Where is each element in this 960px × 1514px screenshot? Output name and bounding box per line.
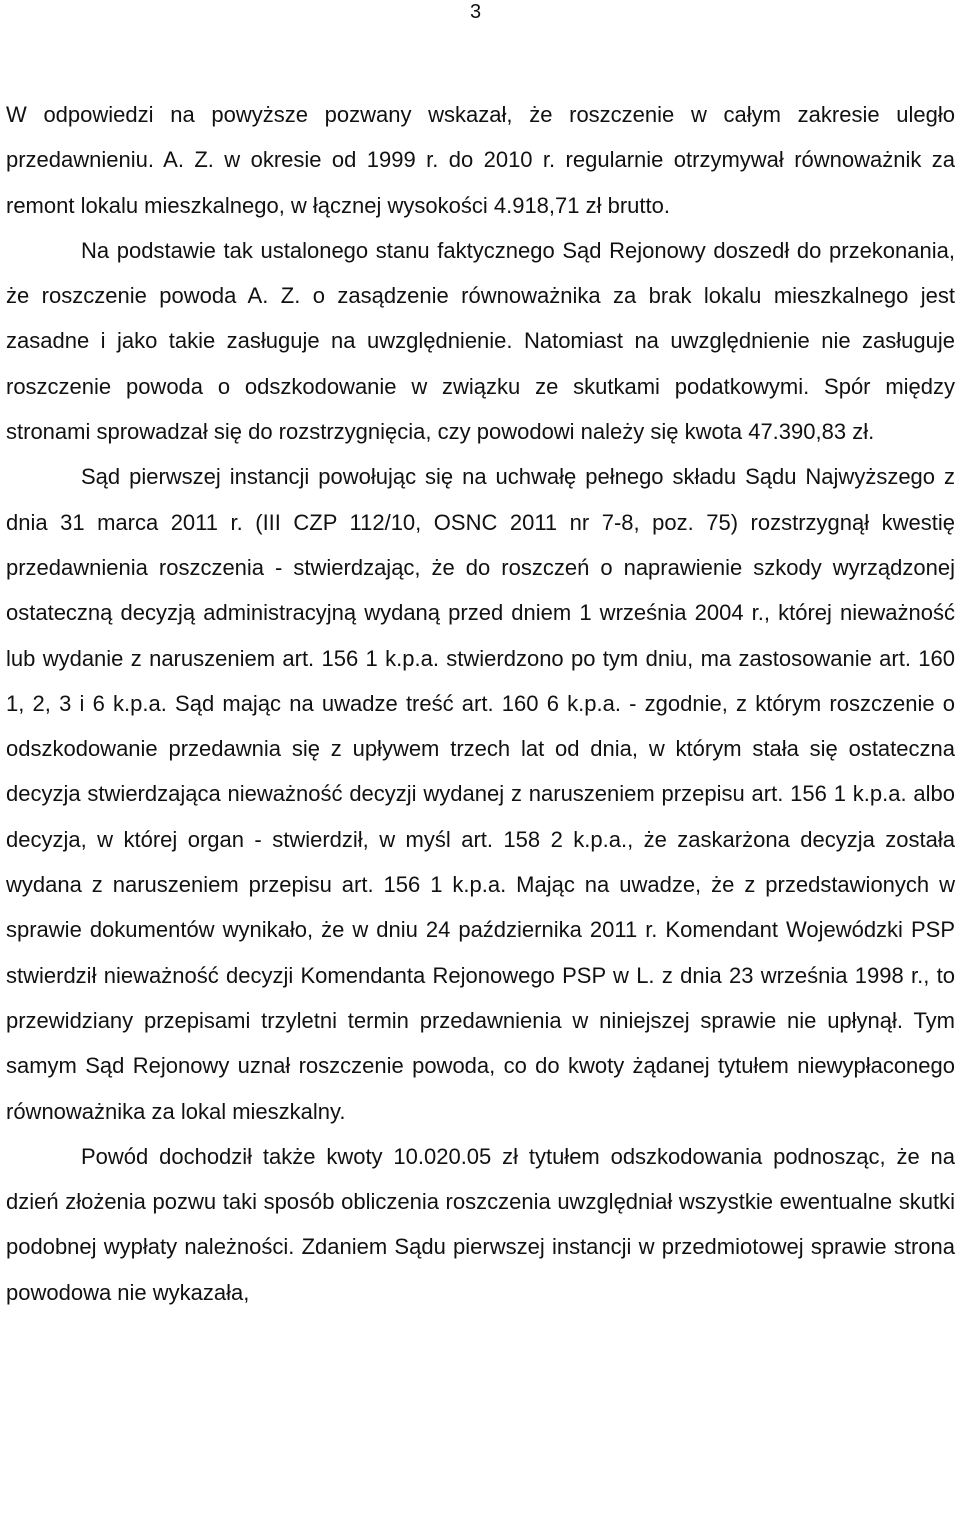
- paragraph-2: Na podstawie tak ustalonego stanu faktycznego Sąd Rejonowy doszedł do przekonania, że roszczenie powoda A. Z. o zasądzenie równoważnika za brak lokalu mieszkalnego jest zasadne i jako takie zasługuje na uwzględnienie. Natomiast na uwzględnienie nie zasługuje roszczenie powoda o odszkodowanie w związku ze skutkami podatkowymi. Spór między stronami sprowadzał się do rozstrzygnięcia, czy powodowi należy się kwota 47.390,83 zł.: [6, 237, 955, 445]
- paragraph-1: W odpowiedzi na powyższe pozwany wskazał, że roszczenie w całym zakresie uległo przedawnieniu. A. Z. w okresie od 1999 r. do 2010 r. regularnie otrzymywał równoważnik za remont lokalu mieszkalnego, w łącznej wysokości 4.918,71 zł brutto.: [6, 102, 955, 218]
- document-body: [6, 92, 955, 1315]
- paragraph-4: Powód dochodził także kwoty 10.020.05 zł tytułem odszkodowania podnosząc, że na dzień złożenia pozwu taki sposób obliczenia roszczenia uwzględniał wszystkie ewentualne skutki podobnej wypłaty należności. Zdaniem Sądu pierwszej instancji w przedmiotowej sprawie strona powodowa nie wykazała,: [6, 1143, 955, 1305]
- paragraph-3: Sąd pierwszej instancji powołując się na uchwałę pełnego składu Sądu Najwyższego z dnia 31 marca 2011 r. (III CZP 112/10, OSNC 2011 nr 7-8, poz. 75) rozstrzygnął kwestię przedawnienia roszczenia - stwierdzając, że do roszczeń o naprawienie szkody wyrządzonej ostateczną decyzją administracyjną wydaną przed dniem 1 września 2004 r., której nieważność lub wydanie z naruszeniem art. 156 1 k.p.a. stwierdzono po tym dniu, ma zastosowanie art. 160 1, 2, 3 i 6 k.p.a. Sąd mając na uwadze treść art. 160 6 k.p.a. - zgodnie, z którym roszczenie o odszkodowanie przedawnia się z upływem trzech lat od dnia, w którym stała się ostateczna decyzja stwierdzająca nieważność decyzji wydanej z naruszeniem przepisu art. 156 1 k.p.a. albo decyzja, w której organ - stwierdził, w myśl art. 158 2 k.p.a., że zaskarżona decyzja została wydana z naruszeniem przepisu art. 156 1 k.p.a. Mając na uwadze, że z przedstawionych w sprawie dokumentów wynikało, że w dniu 24 października 2011 r. Komendant Wojewódzki PSP stwierdził nieważność decyzji Komendanta Rejonowego PSP w L. z dnia 23 września 1998 r., to przewidziany przepisami trzyletni termin przedawnienia w niniejszej sprawie nie upłynął. Tym samym Sąd Rejonowy uznał roszczenie powoda, co do kwoty żądanej tytułem niewypłaconego równoważnika za lokal mieszkalny.: [6, 464, 955, 1124]
- page-number: 3: [470, 1, 482, 23]
